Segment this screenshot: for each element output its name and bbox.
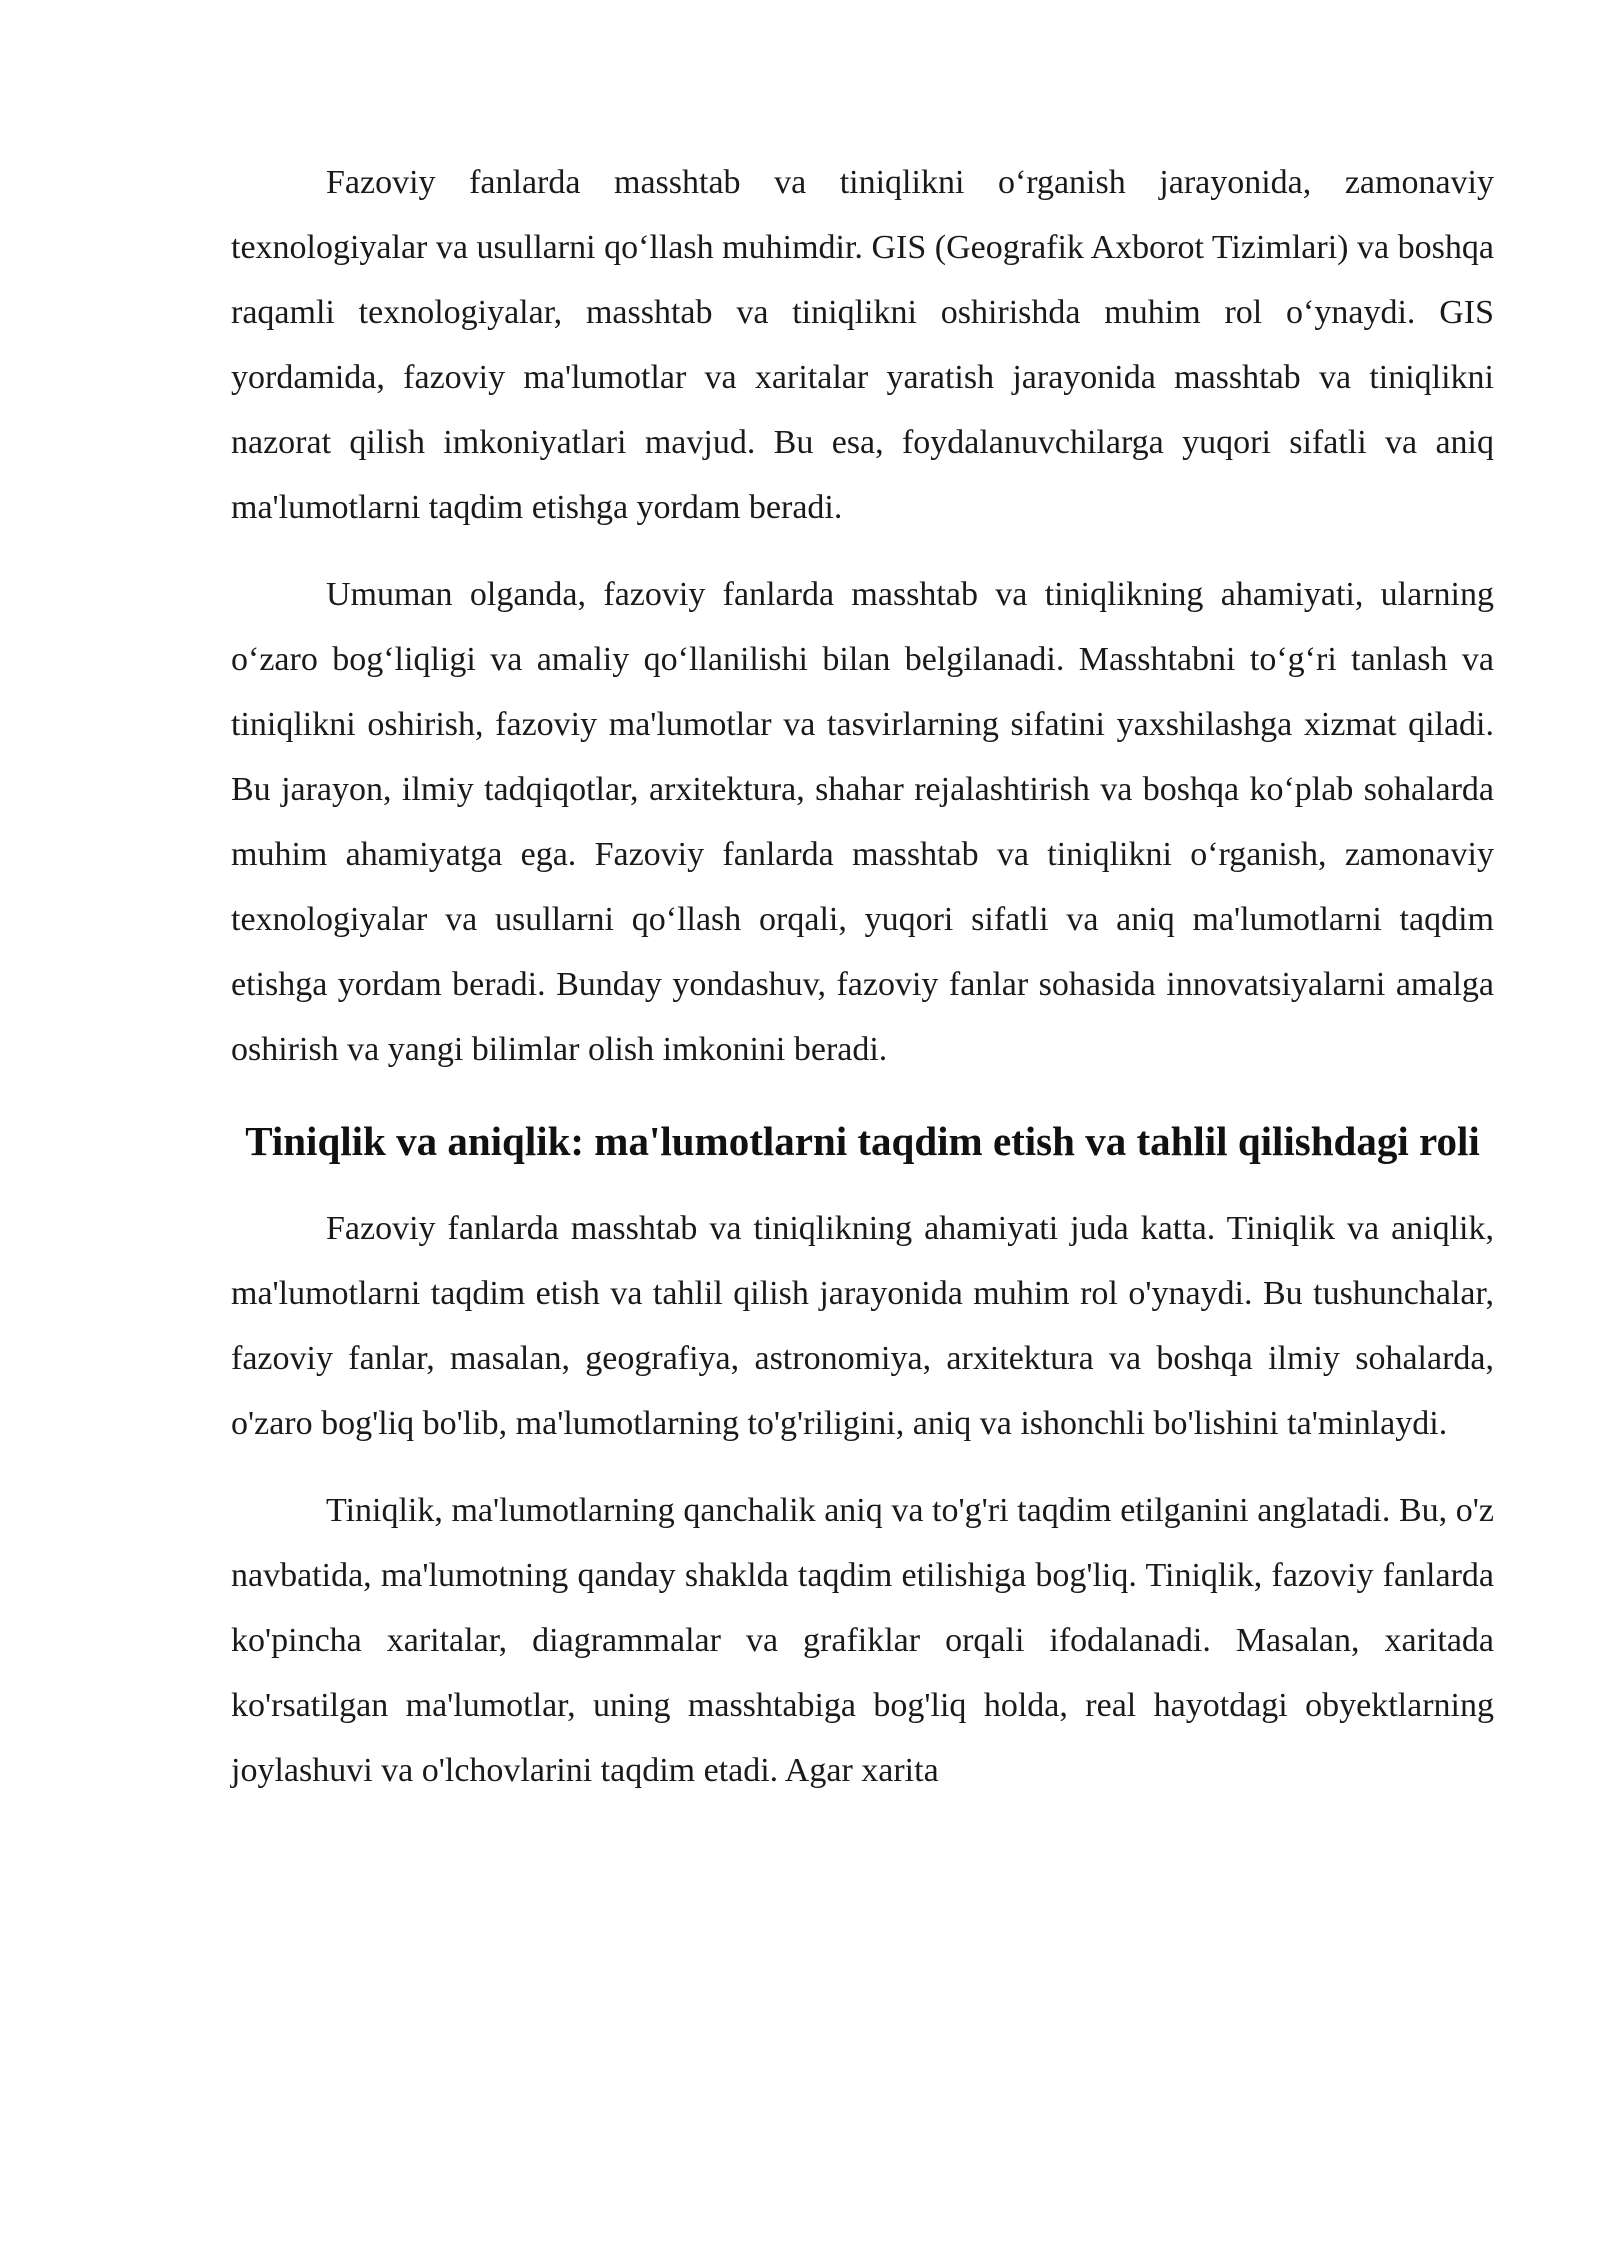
section-heading: Tiniqlik va aniqlik: ma'lumotlarni taqdim etish va tahlil qilishdagi roli xyxy=(245,1118,1480,1164)
body-paragraph: Umuman olganda, fazoviy fanlarda masshtab va tiniqlikning ahamiyati, ularning o‘zaro bog‘liqligi va amaliy qo‘llanilishi bilan belgilanadi. Masshtabni to‘g‘ri tanlash va tiniqlikni oshirish, fazoviy ma'lumotlar va tasvirlarning sifatini yaxshilashga xizmat qiladi. Bu jarayon, ilmiy tadqiqotlar, arxitektura, shahar rejalashtirish va boshqa ko‘plab sohalarda muhim ahamiyatga ega. Fazoviy fanlarda masshtab va tiniqlikni o‘rganish, zamonaviy texnologiyalar va usullarni qo‘llash orqali, yuqori sifatli va aniq ma'lumotlarni taqdim etishga yordam beradi. Bunday yondashuv, fazoviy fanlar sohasida innovatsiyalarni amalga oshirish va yangi bilimlar olish imkonini beradi. xyxy=(231,576,1494,1068)
body-paragraph: Fazoviy fanlarda masshtab va tiniqlikni o‘rganish jarayonida, zamonaviy texnologiyalar va usullarni qo‘llash muhimdir. GIS (Geografik Axborot Tizimlari) va boshqa raqamli texnologiyalar, masshtab va tiniqlikni oshirishda muhim rol o‘ynaydi. GIS yordamida, fazoviy ma'lumotlar va xaritalar yaratish jarayonida masshtab va tiniqlikni nazorat qilish imkoniyatlari mavjud. Bu esa, foydalanuvchilarga yuqori sifatli va aniq ma'lumotlarni taqdim etishga yordam beradi. xyxy=(231,164,1494,526)
document-body xyxy=(231,150,1494,1825)
body-paragraph: Fazoviy fanlarda masshtab va tiniqlikning ahamiyati juda katta. Tiniqlik va aniqlik, ma'lumotlarni taqdim etish va tahlil qilish jarayonida muhim rol o'ynaydi. Bu tushunchalar, fazoviy fanlar, masalan, geografiya, astronomiya, arxitektura va boshqa ilmiy sohalarda, o'zaro bog'liq bo'lib, ma'lumotlarning to'g'riligini, aniq va ishonchli bo'lishini ta'minlaydi. xyxy=(231,1210,1494,1442)
body-paragraph: Tiniqlik, ma'lumotlarning qanchalik aniq va to'g'ri taqdim etilganini anglatadi. Bu, o'z navbatida, ma'lumotning qanday shaklda taqdim etilishiga bog'liq. Tiniqlik, fazoviy fanlarda ko'pincha xaritalar, diagrammalar va grafiklar orqali ifodalanadi. Masalan, xaritada ko'rsatilgan ma'lumotlar, uning masshtabiga bog'liq holda, real hayotdagi obyektlarning joylashuvi va o'lchovlarini taqdim etadi. Agar xarita xyxy=(231,1492,1494,1789)
